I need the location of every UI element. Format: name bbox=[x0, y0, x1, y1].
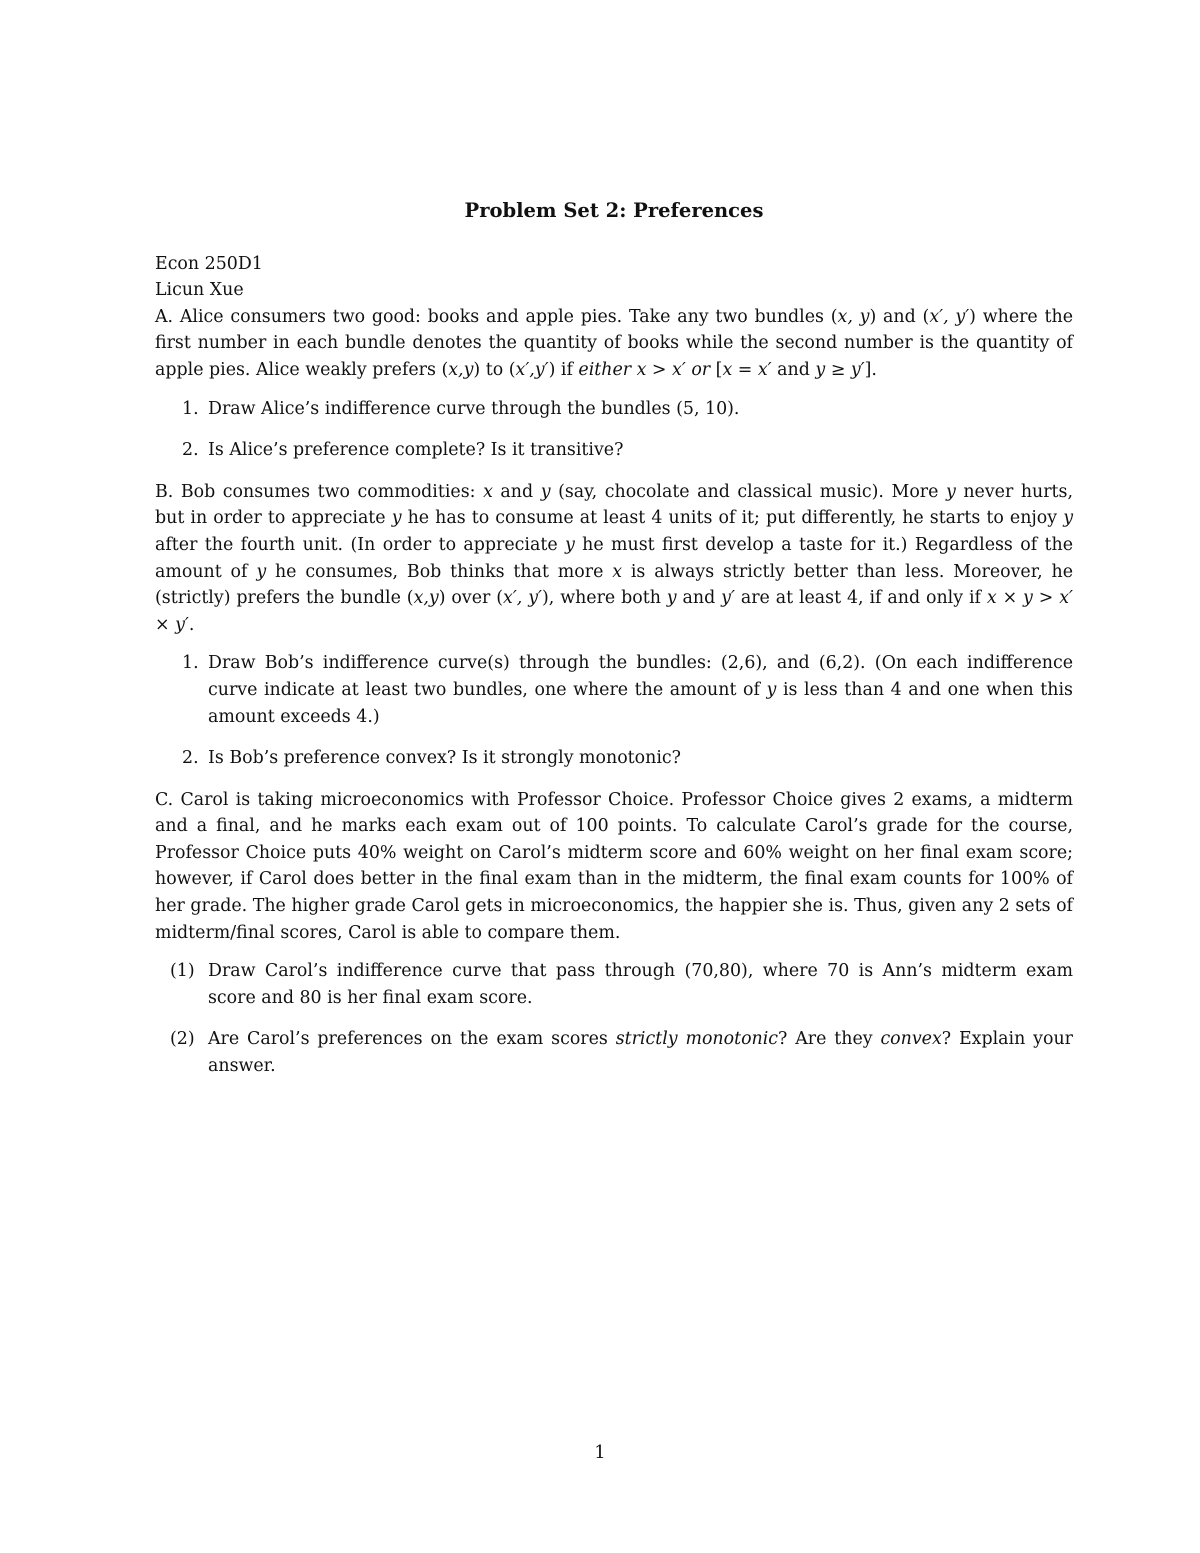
math-run: y bbox=[391, 508, 402, 529]
text-run: and bbox=[676, 588, 722, 609]
item-text: Is Alice’s preference complete? Is it transitive? bbox=[208, 440, 624, 461]
text-run: and bbox=[771, 359, 816, 380]
list-item bbox=[155, 745, 1073, 772]
math-run: x bbox=[612, 561, 623, 582]
text-run: is always strictly better than less. Moreover, he (strictly) prefers the bundle ( bbox=[155, 561, 1073, 609]
math-run: y bbox=[564, 534, 575, 555]
page-title: Problem Set 2: Preferences bbox=[464, 199, 764, 222]
math-run: y′ bbox=[721, 588, 735, 609]
math-run: x′, y′ bbox=[503, 588, 542, 609]
math-run: x,y bbox=[413, 588, 439, 609]
text-run: ]. bbox=[864, 359, 877, 380]
math-run: y bbox=[1063, 508, 1074, 529]
item-number: 2. bbox=[182, 440, 199, 461]
text-run: B. Bob consumes two commodities: bbox=[155, 481, 484, 502]
document-body bbox=[155, 198, 1073, 1095]
math-run: x = x′ bbox=[722, 359, 772, 380]
math-run: x bbox=[483, 481, 493, 502]
item-text: ? Are they bbox=[778, 1029, 881, 1050]
emphasis-run: convex bbox=[880, 1029, 942, 1050]
author-name: Licun Xue bbox=[155, 280, 244, 301]
text-run: he has to consume at least 4 units of it; put differently, he starts to enjoy bbox=[401, 508, 1064, 529]
item-text: is less than 4 and one when this amount exceeds 4.) bbox=[208, 679, 1073, 727]
item-number: (2) bbox=[170, 1029, 195, 1050]
math-run: x, y bbox=[837, 306, 870, 327]
math-run: x′,y′ bbox=[515, 359, 549, 380]
item-text: Draw Alice’s indifference curve through the bundles (5, 10). bbox=[208, 398, 740, 419]
math-run: y ≥ y′ bbox=[815, 359, 865, 380]
item-text: Is Bob’s preference convex? Is it strongly monotonic? bbox=[208, 748, 681, 769]
list-item bbox=[155, 396, 1073, 423]
item-text: ? Explain your answer. bbox=[208, 1029, 1073, 1077]
text-run: never hurts, but in order to appreciate bbox=[155, 481, 1073, 529]
section-c-questions bbox=[155, 958, 1073, 1079]
text-run: and bbox=[492, 481, 541, 502]
math-run: y bbox=[766, 679, 777, 700]
section-b-questions bbox=[155, 650, 1073, 771]
item-number: 2. bbox=[182, 748, 199, 769]
text-run: A. Alice consumers two good: books and apple pies. Take any two bundles ( bbox=[155, 306, 838, 327]
section-b-paragraph bbox=[155, 479, 1073, 639]
text-run: . bbox=[188, 614, 195, 635]
math-run: y bbox=[540, 481, 551, 502]
text-run: are at least 4, if and only if bbox=[734, 588, 987, 609]
emphasis-run: strictly monotonic bbox=[615, 1029, 779, 1050]
math-run: either x > x′ or bbox=[578, 359, 711, 380]
text-run: ) if bbox=[548, 359, 579, 380]
math-run: y bbox=[945, 481, 956, 502]
math-run: x × y > x′ × y′ bbox=[155, 588, 1073, 635]
course-code: Econ 250D1 bbox=[155, 253, 263, 274]
item-text: Draw Bob’s indifference curve(s) through the bundles: (2,6), and (6,2). (On each indifference curve indicate at least two bundles, one where the amount of bbox=[208, 653, 1073, 700]
text-run: ) over ( bbox=[438, 588, 504, 609]
list-item bbox=[155, 650, 1073, 730]
text-run: ) to ( bbox=[473, 359, 516, 380]
math-run: y bbox=[666, 588, 677, 609]
item-number: (1) bbox=[170, 961, 195, 982]
item-number: 1. bbox=[182, 653, 199, 674]
math-run: x′, y′ bbox=[929, 306, 970, 327]
text-run: [ bbox=[710, 359, 723, 380]
list-item bbox=[155, 437, 1073, 464]
section-a-questions bbox=[155, 396, 1073, 464]
text-run: (say, chocolate and classical music). More bbox=[550, 481, 946, 502]
text-run: he consumes, Bob thinks that more bbox=[266, 561, 613, 582]
item-number: 1. bbox=[182, 398, 199, 419]
text-run: he must first develop a taste for it.) Regardless of the amount of bbox=[155, 534, 1073, 582]
text-run: ) and ( bbox=[869, 306, 930, 327]
text-run: ), where both bbox=[542, 588, 667, 609]
text-run: after the fourth unit. (In order to appreciate bbox=[155, 534, 565, 555]
text-run: ) where the first number in each bundle denotes the quantity of books while the second number is the quantity of apple pies. Alice weakly prefers ( bbox=[155, 306, 1073, 380]
section-c-paragraph: C. Carol is taking microeconomics with Professor Choice. Professor Choice gives 2 exams, a midterm and a final, and he marks each exam out of 100 points. To calculate Carol’s grade for the course, Professor Choice puts 40% weight on Carol’s midterm score and 60% weight on her final exam score; however, if Carol does better in the final exam than in the midterm, the final exam counts for 100% of her grade. The higher grade Carol gets in microeconomics, the happier she is. Thus, given any 2 sets of midterm/final scores, Carol is able to compare them. bbox=[155, 789, 1073, 943]
section-a-paragraph bbox=[155, 304, 1073, 384]
item-text: Are Carol’s preferences on the exam scores bbox=[208, 1029, 616, 1050]
item-text: Draw Carol’s indifference curve that pass through (70,80), where 70 is Ann’s midterm exam score and 80 is her final exam score. bbox=[208, 961, 1073, 1008]
math-run: x,y bbox=[448, 359, 474, 380]
list-item bbox=[155, 1026, 1073, 1079]
page-number: 1 bbox=[594, 1442, 606, 1463]
math-run: y bbox=[256, 561, 267, 582]
list-item bbox=[155, 958, 1073, 1011]
